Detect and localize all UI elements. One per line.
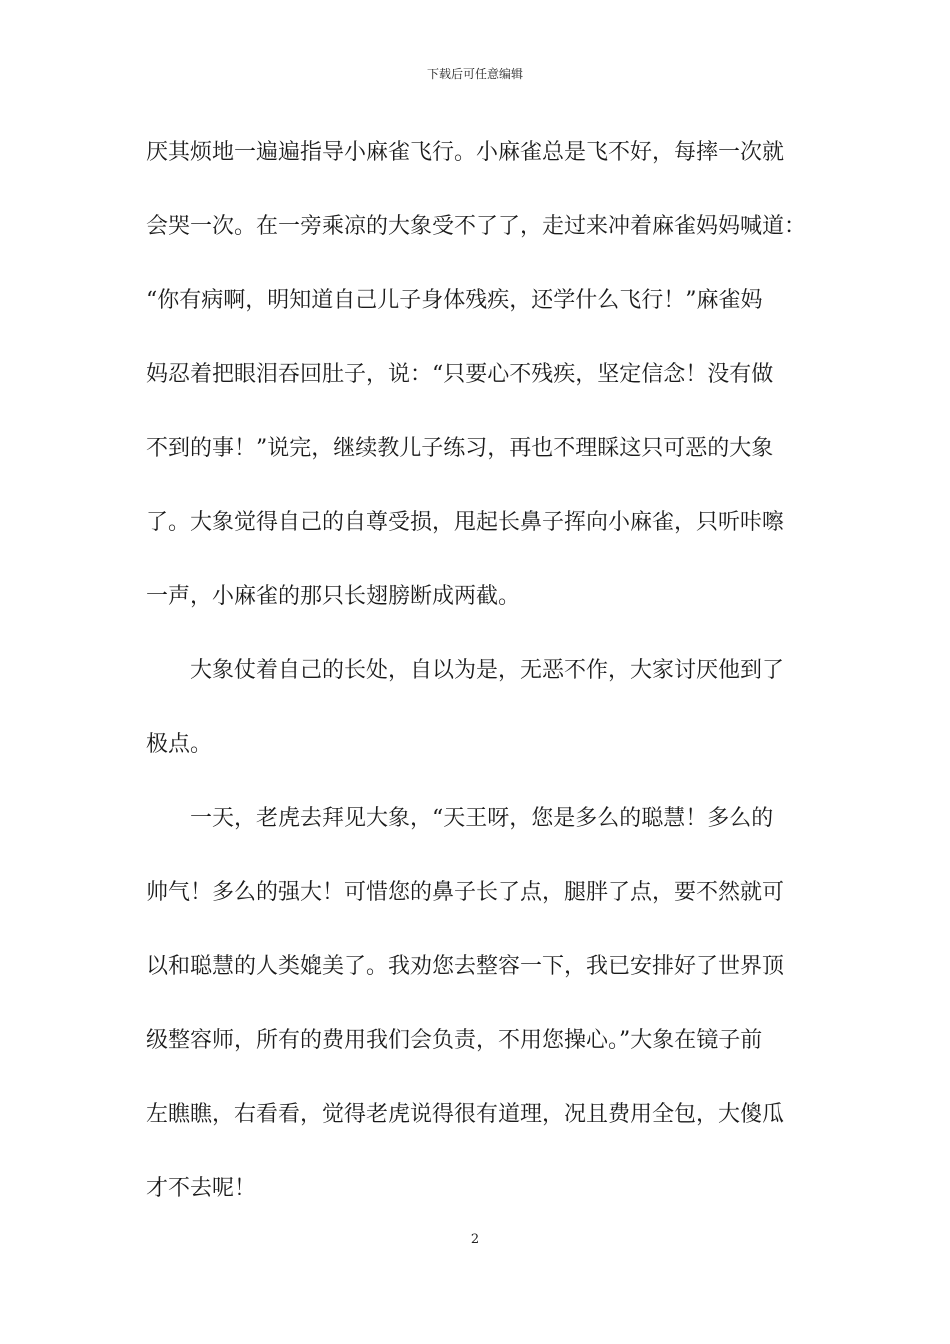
text-line: 妈忍着把眼泪吞回肚子，说：“只要心不残疾，坚定信念！没有做 bbox=[146, 362, 774, 387]
paragraph-start-line: 大象仗着自己的长处，自以为是，无恶不作，大家讨厌他到了 bbox=[190, 658, 785, 683]
page-header: 下载后可任意编辑 bbox=[426, 67, 523, 81]
text-line: 极点。 bbox=[146, 732, 213, 757]
text-line: 会哭一次。在一旁乘凉的大象受不了了，走过来冲着麻雀妈妈喊道： bbox=[146, 214, 807, 239]
text-line: 左瞧瞧，右看看，觉得老虎说得很有道理，况且费用全包，大傻瓜 bbox=[146, 1102, 785, 1127]
text-line: 以和聪慧的人类媲美了。我劝您去整容一下，我已安排好了世界顶 bbox=[146, 954, 785, 979]
page-number: 2 bbox=[470, 1232, 480, 1247]
text-line: 一声，小麻雀的那只长翅膀断成两截。 bbox=[146, 584, 521, 609]
text-line: 才不去呢！ bbox=[146, 1176, 257, 1201]
text-line: 了。大象觉得自己的自尊受损，甩起长鼻子挥向小麻雀，只听咔嚓 bbox=[146, 510, 785, 535]
text-line: 不到的事！”说完，继续教儿子练习，再也不理睬这只可恶的大象 bbox=[146, 436, 774, 461]
paragraph-start-line: 一天，老虎去拜见大象，“天王呀，您是多么的聪慧！多么的 bbox=[190, 806, 774, 831]
text-line: 帅气！多么的强大！可惜您的鼻子长了点，腿胖了点，要不然就可 bbox=[146, 880, 785, 905]
text-line: 厌其烦地一遍遍指导小麻雀飞行。小麻雀总是飞不好，每摔一次就 bbox=[146, 140, 785, 165]
text-line: 级整容师，所有的费用我们会负责，不用您操心。”大象在镜子前 bbox=[146, 1028, 763, 1053]
body-text bbox=[146, 131, 811, 1241]
text-line: “你有病啊，明知道自己儿子身体残疾，还学什么飞行！”麻雀妈 bbox=[146, 288, 763, 313]
